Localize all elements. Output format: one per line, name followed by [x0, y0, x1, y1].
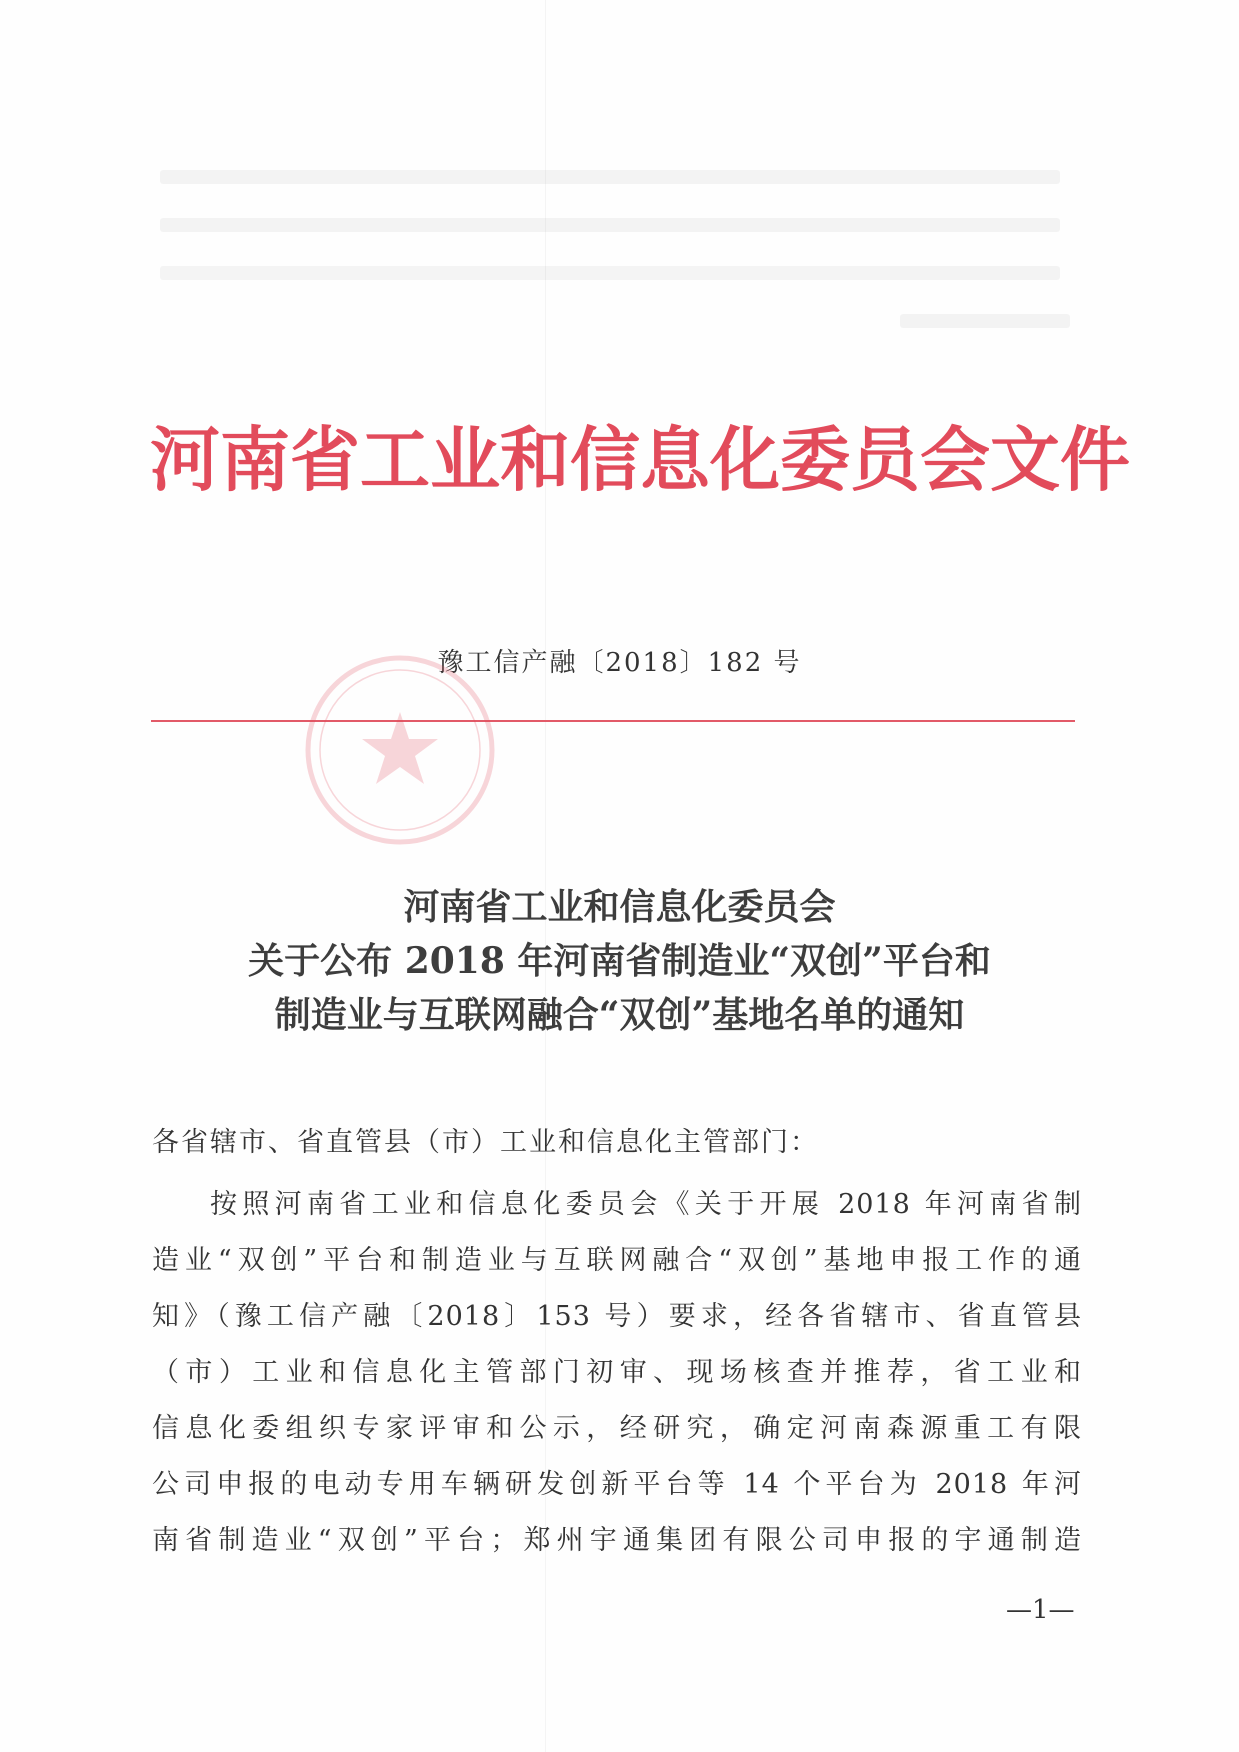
- page-number: —1—: [1006, 1595, 1075, 1625]
- official-seal-icon: [300, 650, 500, 850]
- body-line: 按照河南省工业和信息化委员会《关于开展 2018 年河南省制: [210, 1189, 1082, 1220]
- bleed-through-text: [160, 170, 1060, 370]
- body-line: 造业“双创”平台和制造业与互联网融合“双创”基地申报工作的通: [152, 1245, 1082, 1276]
- notice-title: [0, 880, 1239, 1042]
- red-divider-line: [151, 720, 1075, 722]
- document-number: 豫工信产融〔2018〕182 号: [437, 648, 802, 678]
- title-line-1: 河南省工业和信息化委员会: [403, 886, 836, 928]
- body-line: （市）工业和信息化主管部门初审、现场核查并推荐，省工业和: [152, 1357, 1082, 1388]
- body-paragraph: [152, 1177, 1082, 1569]
- masthead-title: 河南省工业和信息化委员会文件: [150, 419, 1130, 501]
- title-line-2: 关于公布 2018 年河南省制造业“双创”平台和: [248, 940, 991, 982]
- body-line: 公司申报的电动专用车辆研发创新平台等 14 个平台为 2018 年河: [152, 1469, 1082, 1500]
- body-line: 信息化委组织专家评审和公示，经研究，确定河南森源重工有限: [152, 1413, 1082, 1444]
- salutation: 各省辖市、省直管县（市）工业和信息化主管部门：: [152, 1127, 819, 1158]
- body-line: 南省制造业“双创”平台；郑州宇通集团有限公司申报的宇通制造: [152, 1525, 1082, 1556]
- body-line: 知》（豫工信产融〔2018〕153 号）要求，经各省辖市、省直管县: [152, 1301, 1082, 1332]
- title-line-3: 制造业与互联网融合“双创”基地名单的通知: [274, 994, 965, 1036]
